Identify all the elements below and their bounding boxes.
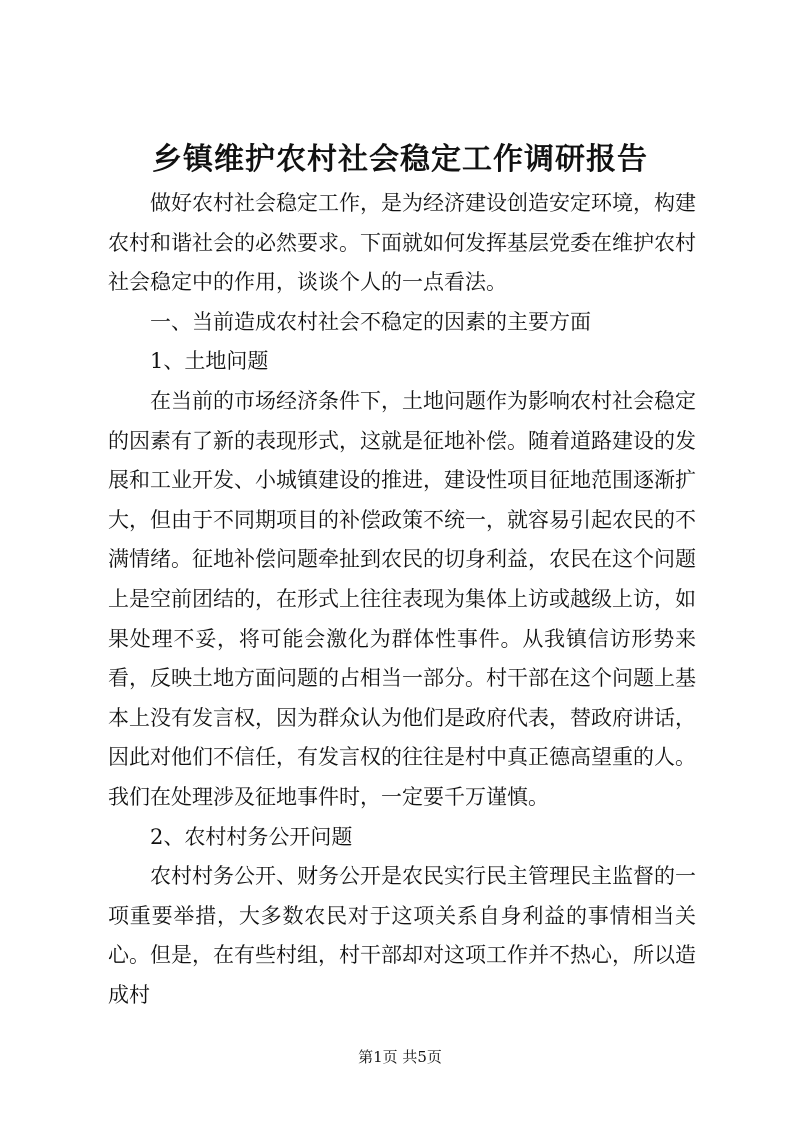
- section-heading: 一、当前造成农村社会不稳定的因素的主要方面: [150, 309, 591, 334]
- subsection-heading-village-affairs: 2、农村村务公开问题: [150, 824, 353, 849]
- page-footer: 第1页 共5页: [358, 1048, 442, 1066]
- intro-paragraph: 做好农村社会稳定工作，是为经济建设创造安定环境，构建农村和谐社会的必然要求。下面就如何发挥基层党委在维护农村社会稳定中的作用，谈谈个人的一点看法。: [108, 191, 696, 295]
- page-title: 乡镇维护农村社会稳定工作调研报告: [152, 142, 648, 177]
- subsection-heading-land: 1、土地问题: [150, 349, 269, 374]
- land-issue-paragraph: 在当前的市场经济条件下，土地问题作为影响农村社会稳定的因素有了新的表现形式，这就是征地补偿。随着道路建设的发展和工业开发、小城镇建设的推进，建设性项目征地范围逐渐扩大，但由于不同期项目的补偿政策不统一，就容易引起农民的不满情绪。征地补偿问题牵扯到农民的切身利益，农民在这个问题上是空前团结的，在形式上往往表现为集体上访或越级上访，如果处理不妥，将可能会激化为群体性事件。从我镇信访形势来看，反映土地方面问题的占相当一部分。村干部在这个问题上基本上没有发言权，因为群众认为他们是政府代表，替政府讲话，因此对他们不信任，有发言权的往往是村中真正德高望重的人。我们在处理涉及征地事件时，一定要千万谨慎。: [108, 388, 696, 809]
- village-affairs-paragraph: 农村村务公开、财务公开是农民实行民主管理民主监督的一项重要举措，大多数农民对于这项关系自身利益的事情相当关心。但是，在有些村组，村干部却对这项工作并不热心，所以造成村: [108, 864, 696, 1007]
- document-body: [108, 184, 696, 1015]
